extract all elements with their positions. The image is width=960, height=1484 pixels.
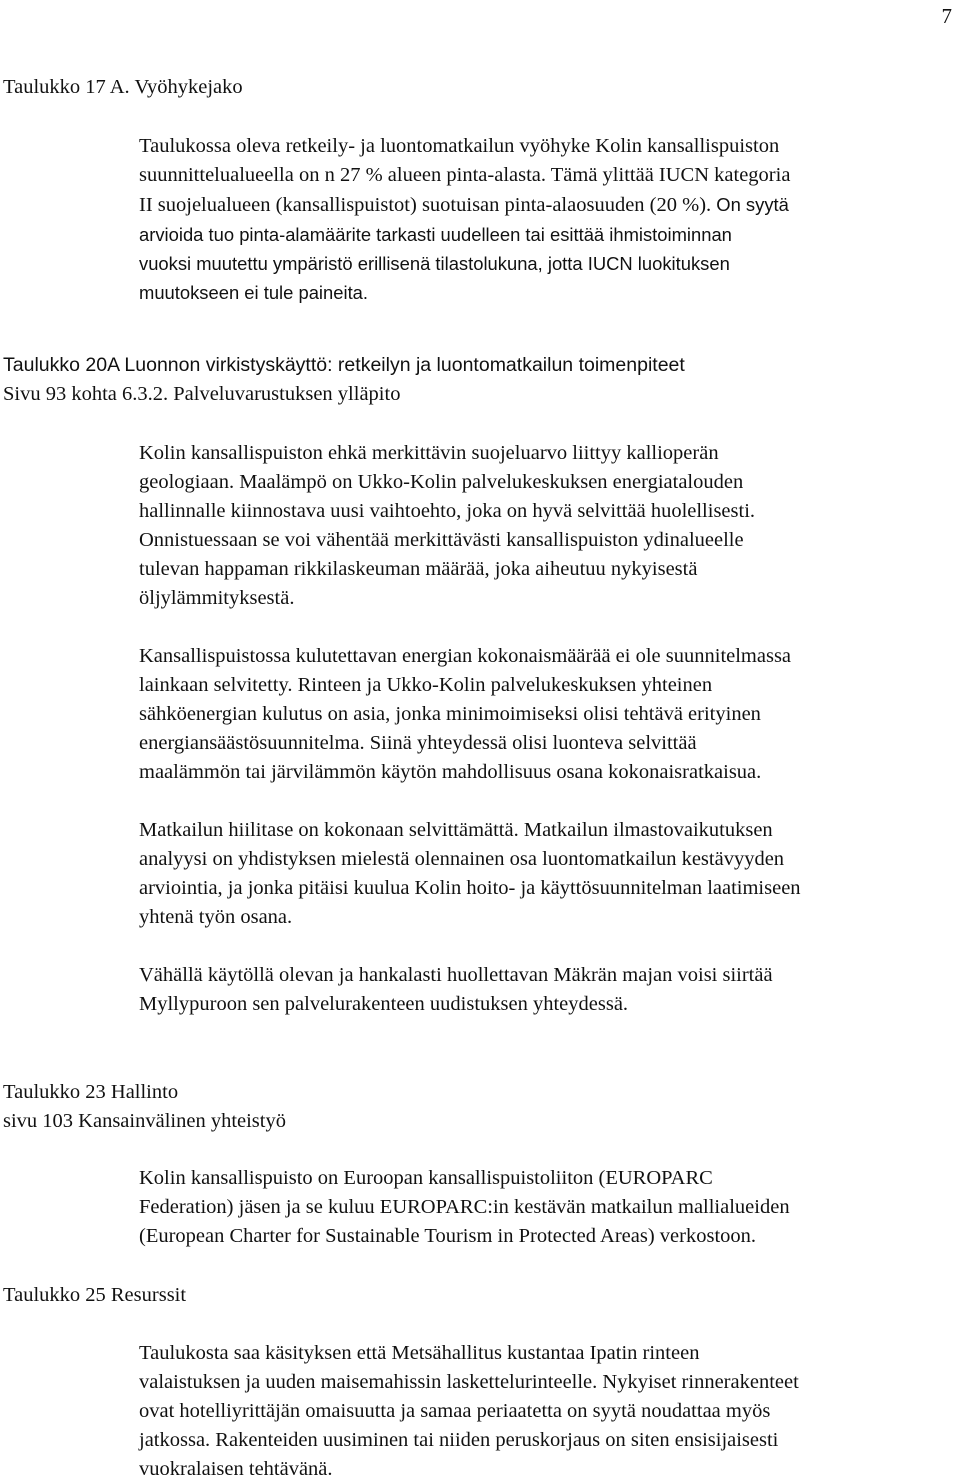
paragraph-line-tail: On syytä	[711, 194, 789, 215]
paragraph-line: suunnittelualueella on n 27 % alueen pinta-alasta. Tämä ylittää IUCN kategoria	[139, 164, 791, 186]
paragraph-line: sähköenergian kulutus on asia, jonka minimoimiseksi olisi tehtävä erityinen	[139, 703, 761, 725]
paragraph-vyohykejako	[139, 132, 957, 307]
paragraph-line: geologiaan. Maalämpö on Ukko-Kolin palvelukeskuksen energiatalouden	[139, 471, 744, 493]
paragraph-line: ovat hotelliyrittäjän omaisuutta ja samaa periaatetta on syytä noudattaa myös	[139, 1400, 771, 1422]
paragraph-line: tulevan happaman rikkilaskeuman määrää, joka aiheutuu nykyisestä	[139, 558, 698, 580]
paragraph-line: (European Charter for Sustainable Tourism in Protected Areas) verkostoon.	[139, 1225, 757, 1247]
paragraph-line: arvioida tuo pinta-alamäärite tarkasti uudelleen tai esittää ihmistoiminnan	[139, 224, 732, 245]
heading-line: Taulukko 23 Hallinto	[3, 1081, 179, 1103]
page-number: 7	[941, 4, 952, 28]
heading-line: Taulukko 20A Luonnon virkistyskäyttö: retkeilyn ja luontomatkailun toimenpiteet	[3, 354, 685, 376]
paragraph-line: Taulukosta saa käsityksen että Metsähallitus kustantaa Ipatin rinteen	[139, 1342, 700, 1364]
paragraph-line: yhtenä työn osana.	[139, 906, 293, 928]
section-heading-hallinto	[3, 1078, 286, 1136]
paragraph-line: jatkossa. Rakenteiden uusiminen tai niiden peruskorjaus on siten ensisijaisesti	[139, 1429, 779, 1451]
paragraph-hiilitase	[139, 816, 957, 932]
paragraph-line: hallinnalle kiinnostava uusi vaihtoehto, joka on hyvä selvittää huolellisesti.	[139, 500, 756, 522]
paragraph-line: Matkailun hiilitase on kokonaan selvittämättä. Matkailun ilmastovaikutuksen	[139, 819, 773, 841]
paragraph-energia	[139, 642, 957, 787]
paragraph-kalliopera	[139, 439, 957, 613]
paragraph-line: öljylämmityksestä.	[139, 587, 295, 609]
paragraph-line: Onnistuessaan se voi vähentää merkittävästi kansallispuiston ydinalueelle	[139, 529, 744, 551]
paragraph-line: Kolin kansallispuisto on Euroopan kansallispuistoliiton (EUROPARC	[139, 1167, 713, 1189]
heading-line: Sivu 93 kohta 6.3.2. Palveluvarustuksen ylläpito	[3, 383, 401, 405]
paragraph-europarc	[139, 1164, 957, 1251]
paragraph-makran-maja	[139, 961, 957, 1019]
paragraph-line: valaistuksen ja uuden maisemahissin laskettelurinteelle. Nykyiset rinnerakenteet	[139, 1371, 799, 1393]
paragraph-rinteet	[139, 1339, 957, 1484]
paragraph-line: vuokralaisen tehtävänä.	[139, 1458, 333, 1480]
section-heading-vyohykejako	[3, 73, 243, 102]
paragraph-line: Federation) jäsen ja se kuluu EUROPARC:in kestävän matkailun mallialueiden	[139, 1196, 790, 1218]
paragraph-line: Vähällä käytöllä olevan ja hankalasti huollettavan Mäkrän majan voisi siirtää	[139, 964, 773, 986]
paragraph-line: Taulukossa oleva retkeily- ja luontomatkailun vyöhyke Kolin kansallispuiston	[139, 135, 780, 157]
heading-line: Taulukko 25 Resurssit	[3, 1284, 187, 1306]
paragraph-line: energiansäästösuunnitelma. Siinä yhteydessä olisi luonteva selvittää	[139, 732, 697, 754]
section-heading-virkistyskaytto	[3, 351, 685, 380]
paragraph-line: arviointia, ja jonka pitäisi kuulua Kolin hoito- ja käyttösuunnitelman laatimiseen	[139, 877, 801, 899]
section-heading-resurssit	[3, 1281, 186, 1310]
paragraph-line: lainkaan selvitetty. Rinteen ja Ukko-Kolin palvelukeskuksen yhteinen	[139, 674, 713, 696]
paragraph-line: analyysi on yhdistyksen mielestä olennainen osa luontomatkailun kestävyyden	[139, 848, 785, 870]
paragraph-line: vuoksi muutettu ympäristö erillisenä tilastolukuna, jotta IUCN luokituksen	[139, 253, 730, 274]
heading-line: sivu 103 Kansainvälinen yhteistyö	[3, 1110, 286, 1132]
paragraph-line: muutokseen ei tule paineita.	[139, 282, 369, 303]
paragraph-line: II suojelualueen (kansallispuistot) suotuisan pinta-alaosuuden (20 %). On syytä	[139, 194, 789, 216]
heading-line: Taulukko 17 A. Vyöhykejako	[3, 76, 243, 98]
paragraph-line: Kolin kansallispuiston ehkä merkittävin suojeluarvo liittyy kallioperän	[139, 442, 719, 464]
paragraph-line: maalämmön tai järvilämmön käytön mahdollisuus osana kokonaisratkaisua.	[139, 761, 762, 783]
section-subheading-palveluvarustus	[3, 380, 400, 409]
paragraph-line: Kansallispuistossa kulutettavan energian kokonaismäärää ei ole suunnitelmassa	[139, 645, 792, 667]
paragraph-line: Myllypuroon sen palvelurakenteen uudistuksen yhteydessä.	[139, 993, 629, 1015]
